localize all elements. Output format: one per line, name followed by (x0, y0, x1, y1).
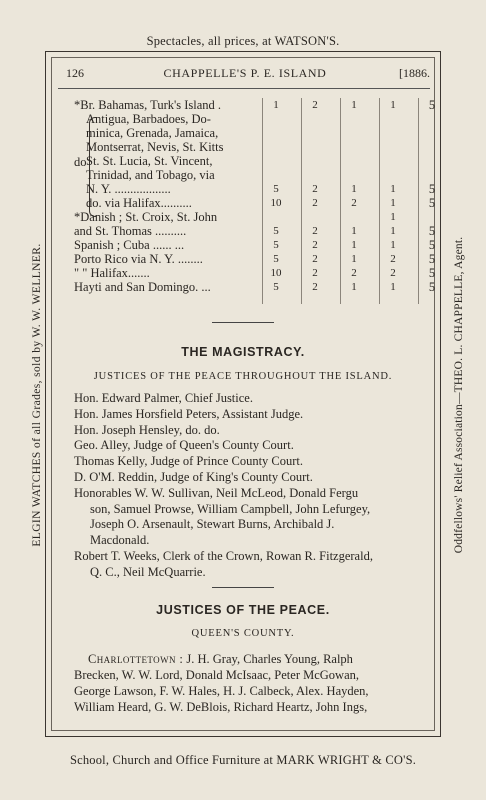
rate-destination: Porto Rico via N. Y. ........ (74, 252, 203, 266)
justices-line (74, 651, 434, 667)
magistracy-entry: Hon. Edward Palmer, Chief Justice. (74, 391, 253, 405)
rate-value: 5 (428, 182, 436, 196)
magistracy-entry: Joseph O. Arsenault, Stewart Burns, Archibald J. (90, 517, 335, 532)
justices-list (74, 651, 434, 715)
rate-value: 1 (351, 225, 357, 237)
rate-row (60, 112, 438, 126)
rate-row (60, 98, 438, 112)
rate-value: 1 (351, 183, 357, 195)
rate-value: 5 (428, 224, 436, 238)
rate-value: 5 (273, 183, 279, 195)
rate-value: 5 (428, 252, 436, 266)
page-number: 126 (66, 66, 84, 80)
rate-value: 2 (312, 197, 318, 209)
justices-line: Brecken, W. W. Lord, Donald McIsaac, Peter McGowan, (74, 668, 359, 682)
rate-value: 1 (390, 99, 396, 111)
magistracy-title: THE MAGISTRACY. (181, 345, 305, 359)
rate-value: 5 (428, 280, 436, 294)
page-header (60, 66, 430, 84)
rate-destination: Montserrat, Nevis, St. Kitts (86, 140, 224, 154)
justices-names: J. H. Gray, Charles Young, Ralph (186, 652, 353, 666)
rate-value: 1 (351, 99, 357, 111)
magistracy-entry: Geo. Alley, Judge of Queen's County Court. (74, 438, 294, 453)
rate-value: 1 (390, 197, 396, 209)
rate-value: 5 (428, 238, 436, 252)
rate-value: 2 (312, 99, 318, 111)
rate-value: 1 (351, 253, 357, 265)
rate-value: 1 (351, 281, 357, 293)
section-rule (212, 587, 274, 588)
place-name: Charlottetown : (88, 652, 184, 666)
rate-destination: N. Y. .................. (86, 182, 171, 196)
running-title: CHAPPELLE'S P. E. ISLAND (163, 66, 327, 80)
magistracy-subtitle: JUSTICES OF THE PEACE THROUGHOUT THE ISLAND. (93, 371, 393, 382)
rate-destination: do. via Halifax.......... (86, 196, 192, 210)
magistracy-entry: Macdonald. (90, 533, 150, 548)
rate-destination: St. St. Lucia, St. Vincent, (86, 154, 213, 168)
rate-value: 1 (273, 99, 279, 111)
rate-value: 2 (351, 197, 357, 209)
rate-value: 1 (351, 239, 357, 251)
rate-value: 2 (390, 267, 396, 279)
rate-value: 2 (312, 225, 318, 237)
magistracy-entry: Hon. James Horsfield Peters, Assistant Judge. (74, 406, 304, 421)
rate-row (60, 126, 438, 140)
rate-row (60, 140, 438, 154)
rate-value: 5 (428, 196, 436, 210)
rate-value: 2 (351, 267, 357, 279)
justices-line: William Heard, G. W. DeBlois, Richard Heartz, John Ings, (74, 700, 368, 714)
rate-row (60, 154, 438, 168)
rate-value: 2 (312, 253, 318, 265)
right-margin-text: Oddfellows' Relief Association—THEO. L. CHAPPELLE, Agent. (453, 236, 465, 554)
rate-row (60, 196, 438, 210)
rate-value: 5 (273, 281, 279, 293)
magistracy-entry: D. O'M. Reddin, Judge of King's County Court. (74, 469, 313, 484)
magistracy-entry: Thomas Kelly, Judge of Prince County Court. (74, 454, 304, 469)
rate-value: 5 (273, 225, 279, 237)
rate-row (60, 238, 438, 252)
rate-destination: *Danish ; St. Croix, St. John (74, 210, 218, 224)
rate-destination: Antigua, Barbadoes, Do- (86, 112, 211, 126)
rate-value: 2 (312, 281, 318, 293)
rate-value: 1 (390, 183, 396, 195)
rate-destination: Trinidad, and Tobago, via (86, 168, 215, 182)
magistracy-entry: son, Samuel Prowse, William Campbell, John Lefurgey, (90, 501, 371, 516)
bottom-advertisement: School, Church and Office Furniture at MARK WRIGHT & CO'S. (69, 753, 417, 767)
rate-row (60, 252, 438, 266)
rate-row (60, 168, 438, 182)
magistracy-entry: Robert T. Weeks, Clerk of the Crown, Rowan R. Fitzgerald, (74, 548, 373, 563)
rate-value: 1 (390, 225, 396, 237)
rate-row (60, 280, 438, 294)
justices-title: JUSTICES OF THE PEACE. (156, 603, 330, 617)
rate-row (60, 224, 438, 238)
rate-destination: minica, Grenada, Jamaica, (86, 126, 219, 140)
rate-row (60, 266, 438, 280)
ditto-label: do (74, 155, 87, 169)
county-subtitle: QUEEN'S COUNTY. (191, 628, 295, 639)
header-rule (58, 88, 430, 89)
rate-value: 1 (390, 211, 396, 223)
rate-value: 5 (273, 253, 279, 265)
rate-row (60, 182, 438, 196)
rate-value: 1 (390, 239, 396, 251)
justices-line: George Lawson, F. W. Hales, H. J. Calbeck, Alex. Hayden, (74, 684, 369, 698)
page-year: [1886. (399, 66, 430, 80)
rate-value: 2 (312, 183, 318, 195)
rate-value: 2 (312, 239, 318, 251)
rate-destination: " " Halifax....... (74, 266, 150, 280)
rate-value: 1 (390, 281, 396, 293)
magistracy-list (74, 391, 434, 581)
rate-value: 10 (270, 197, 282, 209)
magistracy-entry: Q. C., Neil McQuarrie. (90, 564, 206, 579)
rate-value: 2 (390, 253, 396, 265)
magistracy-entry: Hon. Joseph Hensley, do. do. (74, 422, 220, 437)
left-margin-text: ELGIN WATCHES of all Grades, sold by W. W. WELLNER. (31, 243, 43, 547)
rate-value: 10 (270, 267, 282, 279)
rate-row (60, 210, 438, 224)
rate-value: 5 (428, 98, 436, 112)
rate-value: 5 (273, 239, 279, 251)
rate-destination: Hayti and San Domingo. ... (74, 280, 211, 294)
rate-value: 2 (312, 267, 318, 279)
rate-destination: *Br. Bahamas, Turk's Island . (74, 98, 222, 112)
postal-rates-table (60, 98, 438, 294)
rate-destination: Spanish ; Cuba ...... ... (74, 238, 185, 252)
rate-value: 5 (428, 266, 436, 280)
magistracy-entry: Honorables W. W. Sullivan, Neil McLeod, Donald Fergu (74, 485, 359, 500)
top-advertisement: Spectacles, all prices, at WATSON'S. (146, 34, 340, 48)
rate-destination: and St. Thomas .......... (74, 224, 187, 238)
section-rule (212, 322, 274, 323)
